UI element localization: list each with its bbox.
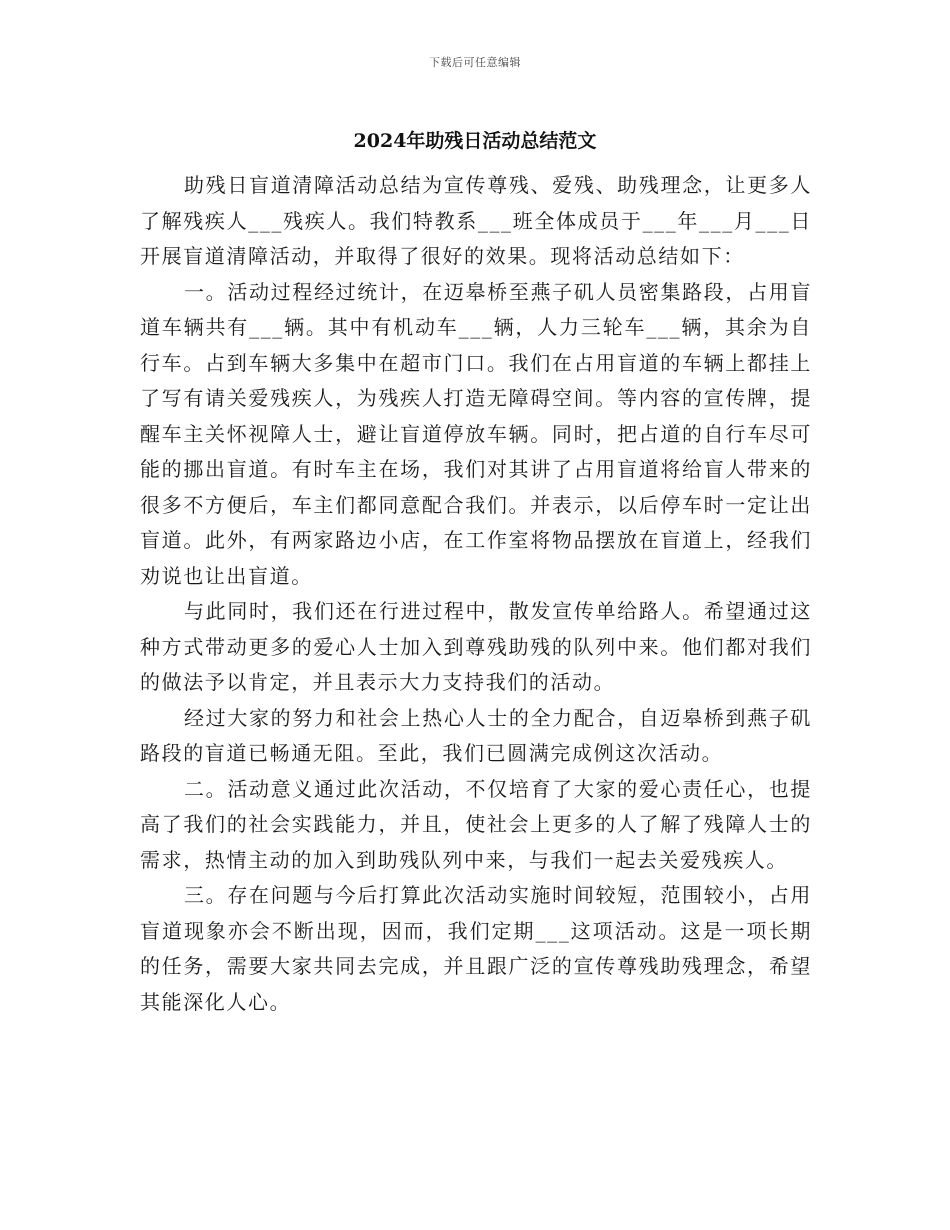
paragraph-activity-process: 一。活动过程经过统计，在迈皋桥至燕子矶人员密集路段，占用盲道车辆共有___辆。其中有机动车___辆，人力三轮车___辆，其余为自行车。占到车辆大多集中在超市门口。我们在占用盲道的车辆上都挂上了写有请关爱残疾人，为残疾人打造无障碍空间。等内容的宣传牌，提醒车主关怀视障人士，避让盲道停放车辆。同时，把占道的自行车尽可能的挪出盲道。有时车主在场，我们对其讲了占用盲道将给盲人带来的很多不方便后，车主们都同意配合我们。并表示，以后停车时一定让出盲道。此外，有两家路边小店，在工作室将物品摆放在盲道上，经我们劝说也让出盲道。	[140, 279, 812, 588]
paragraph-intro: 助残日盲道清障活动总结为宣传尊残、爱残、助残理念，让更多人了解残疾人___残疾人。我们特教系___班全体成员于___年___月___日开展盲道清障活动，并取得了很好的效果。现将活动总结如下：	[140, 173, 812, 268]
paragraph-significance: 二。活动意义通过此次活动，不仅培育了大家的爱心责任心，也提高了我们的社会实践能力，并且，使社会上更多的人了解了残障人士的需求，热情主动的加入到助残队列中来，与我们一起去关爱残疾人。	[140, 776, 812, 872]
paragraph-leaflets: 与此同时，我们还在行进过程中，散发宣传单给路人。希望通过这种方式带动更多的爱心人士加入到尊残助残的队列中来。他们都对我们的做法予以肯定，并且表示大力支持我们的活动。	[140, 599, 812, 694]
paragraph-result: 经过大家的努力和社会上热心人士的全力配合，自迈皋桥到燕子矶路段的盲道已畅通无阻。至此，我们已圆满完成例这次活动。	[140, 705, 812, 765]
document-body	[140, 168, 812, 1020]
header-note: 下载后可任意编辑	[429, 56, 521, 69]
paragraph-future-plans: 三。存在问题与今后打算此次活动实施时间较短，范围较小，占用盲道现象亦会不断出现，因而，我们定期___这项活动。这是一项长期的任务，需要大家共同去完成，并且跟广泛的宣传尊残助残理念，希望其能深化人心。	[140, 883, 812, 1014]
document-title: 2024年助残日活动总结范文	[353, 130, 597, 152]
